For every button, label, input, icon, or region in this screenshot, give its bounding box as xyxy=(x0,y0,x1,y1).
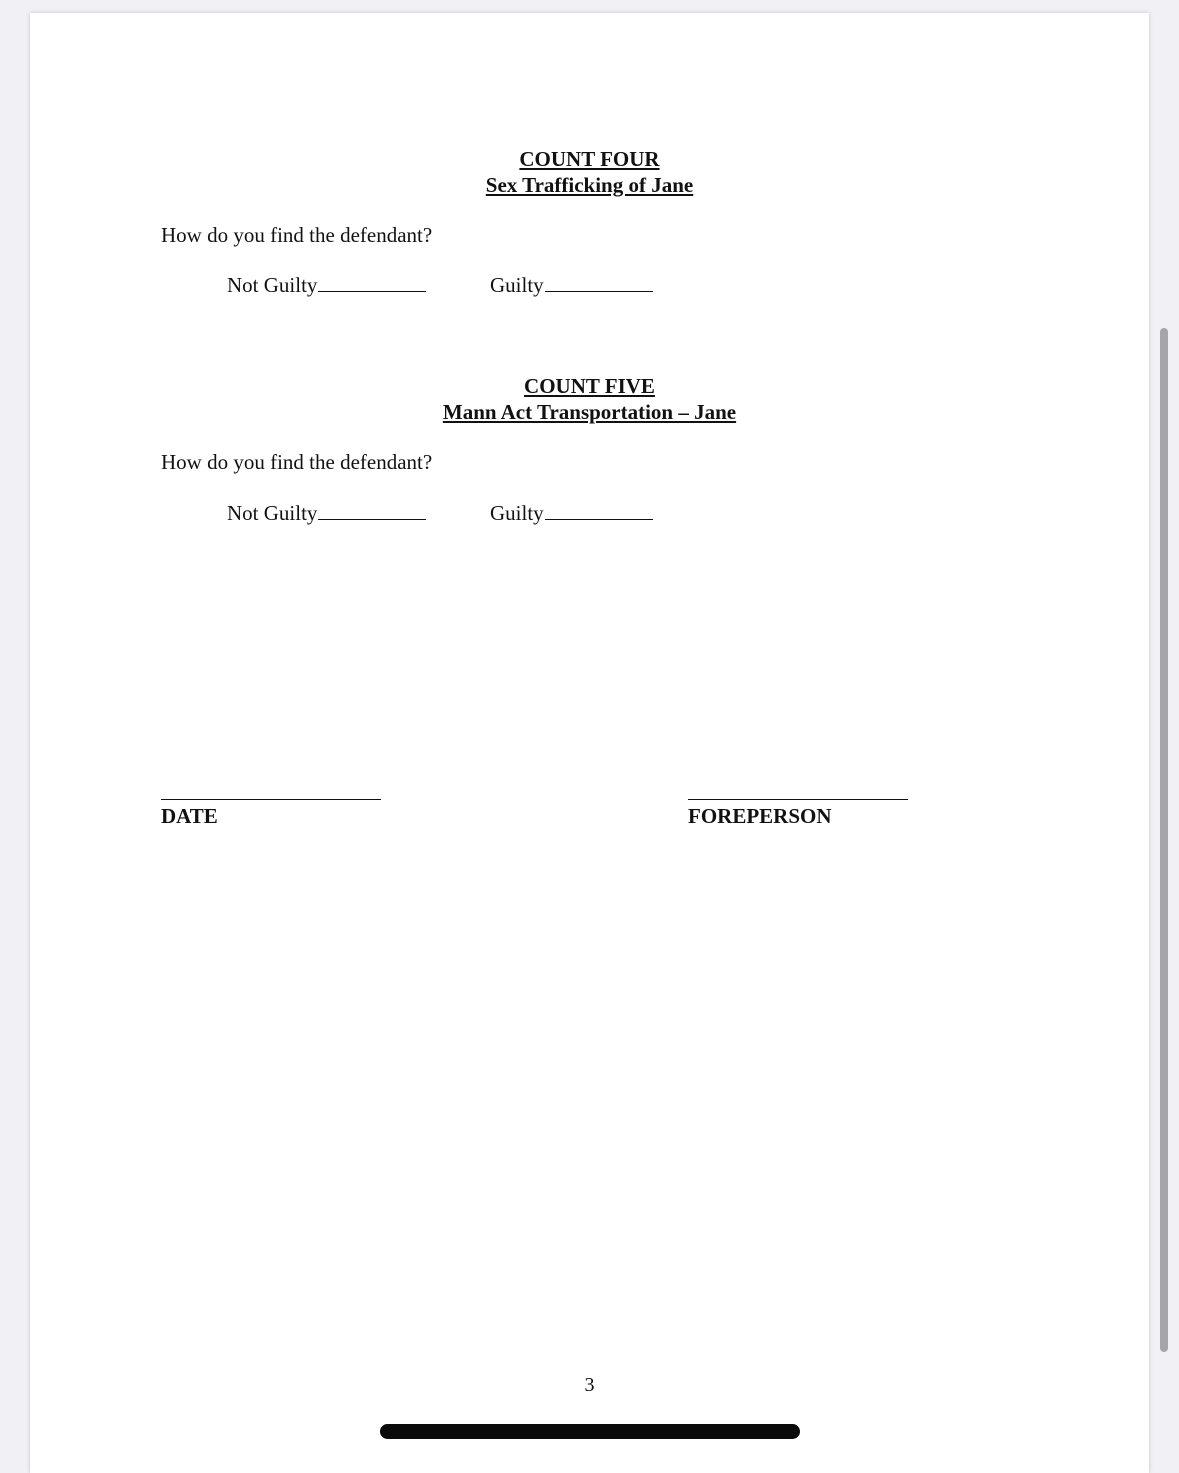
count-four-question: How do you find the defendant? xyxy=(161,223,433,247)
count-five-not-guilty[interactable] xyxy=(227,500,426,526)
count-four-guilty-blank[interactable] xyxy=(545,272,653,292)
date-signature-line[interactable] xyxy=(161,799,381,800)
count-five-title: COUNT FIVE xyxy=(524,374,655,398)
count-five-subtitle: Mann Act Transportation – Jane xyxy=(442,400,737,424)
count-five-not-guilty-label: Not Guilty xyxy=(227,501,318,525)
vertical-scrollbar[interactable] xyxy=(1160,328,1168,1352)
count-four-not-guilty-blank[interactable] xyxy=(318,272,426,292)
count-four-not-guilty-label: Not Guilty xyxy=(227,273,318,297)
foreperson-label: FOREPERSON xyxy=(688,804,832,828)
count-five-question: How do you find the defendant? xyxy=(161,450,433,474)
count-four-title: COUNT FOUR xyxy=(519,147,660,171)
count-four-heading xyxy=(30,146,1149,198)
date-label: DATE xyxy=(161,804,218,828)
count-five-guilty-blank[interactable] xyxy=(545,500,653,520)
count-four-subtitle: Sex Trafficking of Jane xyxy=(485,173,694,197)
document-page xyxy=(30,13,1149,1473)
home-indicator[interactable] xyxy=(380,1424,800,1439)
count-four-guilty[interactable] xyxy=(490,272,653,298)
count-five-guilty[interactable] xyxy=(490,500,653,526)
count-five-guilty-label: Guilty xyxy=(490,501,544,525)
page-number: 3 xyxy=(584,1374,595,1396)
foreperson-signature-line[interactable] xyxy=(688,799,908,800)
count-four-not-guilty[interactable] xyxy=(227,272,426,298)
count-four-guilty-label: Guilty xyxy=(490,273,544,297)
count-five-not-guilty-blank[interactable] xyxy=(318,500,426,520)
count-five-heading xyxy=(30,373,1149,425)
